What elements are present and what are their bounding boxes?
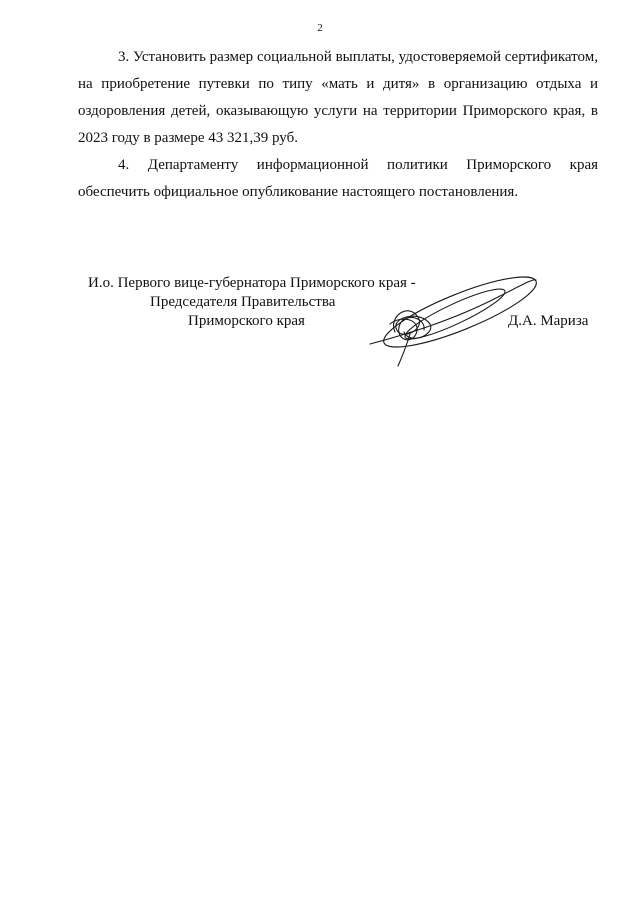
paragraph-4-publication: 4. Департаменту информационной политики Приморского края обеспечить официальное опубликование настоящего постановления.	[78, 157, 598, 200]
page-number: 2	[317, 22, 323, 34]
signatory-title-line-1: И.о. Первого вице-губернатора Приморского края -	[88, 275, 416, 291]
signatory-title-line-2: Председателя Правительства	[150, 294, 336, 310]
signature-stroke-inner-oval	[401, 282, 509, 347]
handwritten-signature	[360, 262, 540, 372]
paragraph-3-social-payment: 3. Установить размер социальной выплаты, удостоверяемой сертификатом, на приобретение путевки по типу «мать и дитя» в организацию отдыха и оздоровления детей, оказывающую услуги на территории Приморского края, в 2023 году в размере 43 321,39 руб.	[78, 49, 598, 146]
signatory-name: Д.А. Мариза	[508, 313, 589, 329]
signatory-title-line-3: Приморского края	[188, 313, 305, 329]
